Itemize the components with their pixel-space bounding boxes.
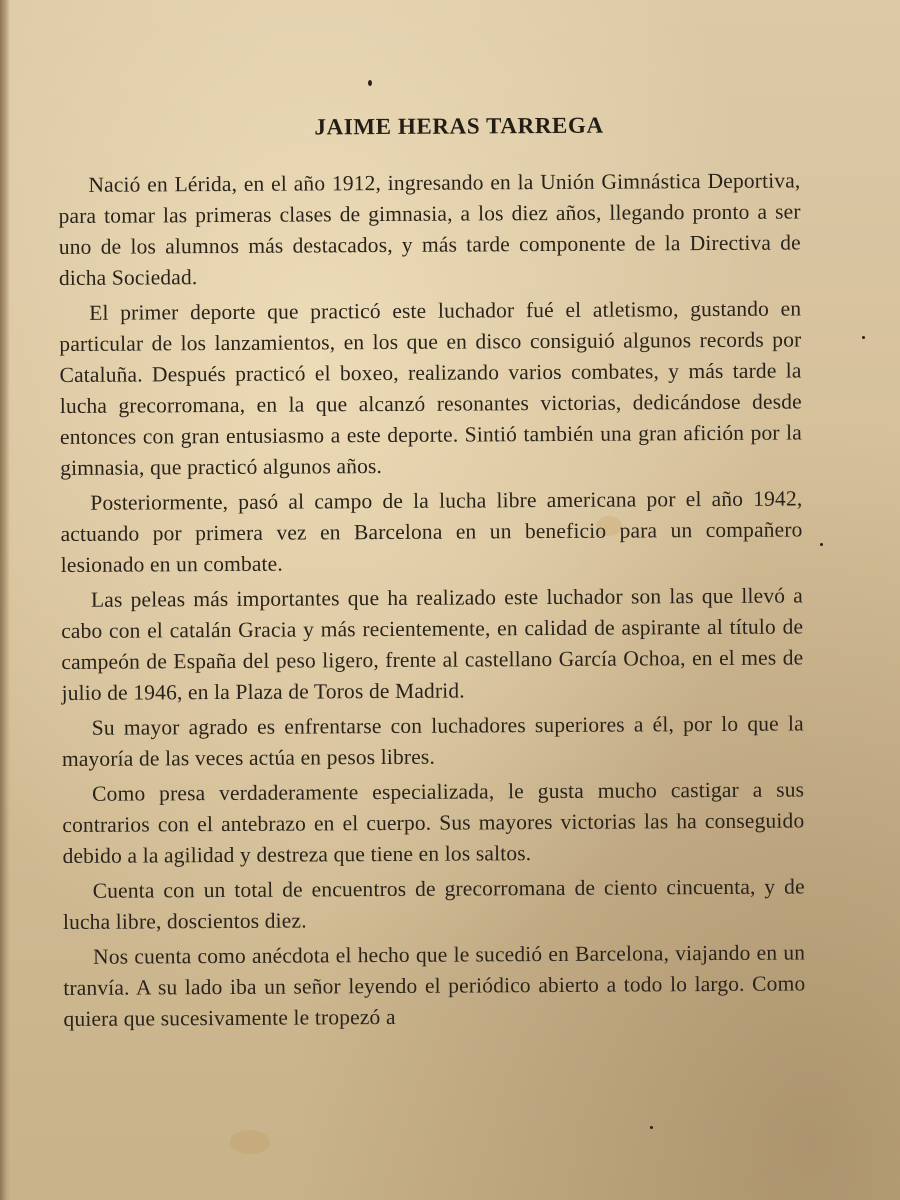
page-title: JAIME HERAS TARREGA (314, 112, 604, 140)
ink-speck (368, 80, 372, 86)
page-edge (0, 0, 10, 1200)
paragraph: Las peleas más importantes que ha realizado este luchador son las que llevó a cabo con el catalán Gracia y más recientemente, en calidad de aspirante al título de campeón de España del peso ligero, frente al castellano García Ochoa, en el mes de julio de 1946, en la Plaza de Toros de Madrid. (61, 583, 804, 705)
ink-speck (862, 336, 865, 339)
paragraph: Su mayor agrado es enfrentarse con luchadores superiores a él, por lo que la mayoría de las veces actúa en pesos libres. (61, 711, 804, 771)
paragraph: El primer deporte que practicó este luchador fué el atletismo, gustando en particular de los lanzamientos, en los que en disco consiguió algunos records por Cataluña. Después practicó el boxeo, realizando varios combates, y más tarde la lucha grecorromana, en la que alcanzó resonantes victorias, dedicándose desde entonces con gran entusiasmo a este deporte. Sintió también una gran afición por la gimnasia, que practicó algunos años. (59, 296, 803, 480)
paragraph: Cuenta con un total de encuentros de grecorromana de ciento cincuenta, y de lucha libre, doscientos diez. (62, 874, 805, 934)
paragraph: Nació en Lérida, en el año 1912, ingresando en la Unión Gimnástica Deportiva, para tomar las primeras clases de gimnasia, a los diez años, llegando pronto a ser uno de los alumnos más destacados, y más tarde componente de la Directiva de dicha Sociedad. (58, 168, 801, 290)
paper-stain (230, 1130, 270, 1154)
paragraph: Como presa verdaderamente especializada, le gusta mucho castigar a sus contrarios con el antebrazo en el cuerpo. Sus mayores victorias las ha conseguido debido a la agilidad y destreza que tiene en los saltos. (62, 777, 805, 868)
ink-speck (820, 543, 823, 546)
ink-speck (650, 1126, 653, 1129)
paragraph: Posteriormente, pasó al campo de la lucha libre americana por el año 1942, actuando por primera vez en Barcelona en un beneficio para un compañero lesionado en un combate. (60, 486, 803, 577)
article-text (58, 111, 806, 1039)
paragraph: Nos cuenta como anécdota el hecho que le sucedió en Barcelona, viajando en un tranvía. A su lado iba un señor leyendo el periódico abierto a todo lo largo. Como quiera que sucesivamente le tropezó a (63, 940, 806, 1031)
